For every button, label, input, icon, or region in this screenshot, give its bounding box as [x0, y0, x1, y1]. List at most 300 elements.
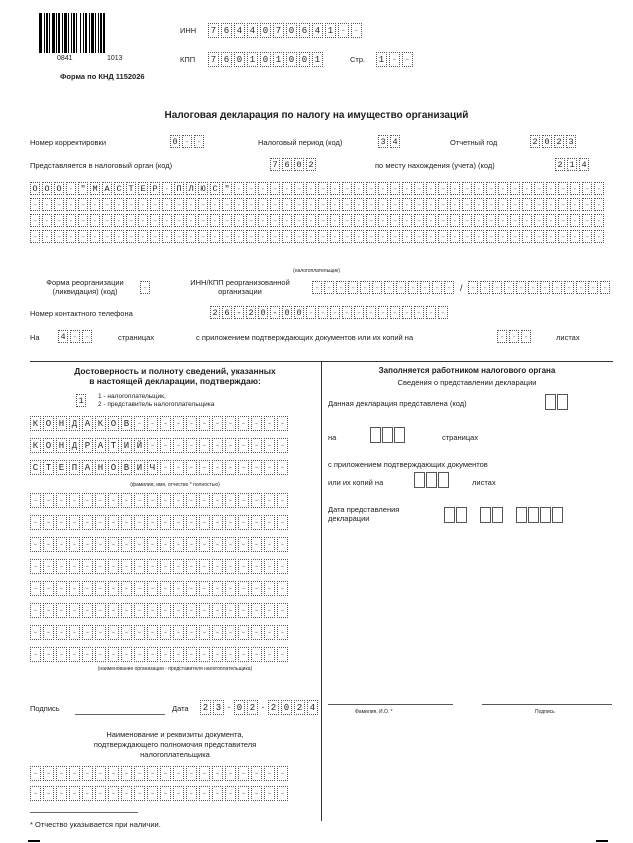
- char-cell[interactable]: 4: [312, 23, 323, 38]
- char-cell[interactable]: -: [414, 198, 424, 211]
- char-cell[interactable]: -: [402, 306, 412, 319]
- char-cell[interactable]: -: [78, 198, 88, 211]
- char-cell[interactable]: -: [390, 182, 400, 195]
- char-cell[interactable]: -: [147, 515, 158, 530]
- char-cell[interactable]: -: [582, 198, 592, 211]
- char-cell[interactable]: Т: [43, 460, 54, 475]
- char-cell[interactable]: -: [186, 647, 197, 662]
- char-cell[interactable]: -: [126, 198, 136, 211]
- char-cell[interactable]: -: [95, 603, 106, 618]
- char-cell[interactable]: -: [414, 182, 424, 195]
- char-cell[interactable]: -: [212, 647, 223, 662]
- char-cell[interactable]: -: [199, 625, 210, 640]
- char-cell[interactable]: [382, 427, 393, 443]
- char-cell[interactable]: -: [420, 281, 430, 294]
- char-cell[interactable]: -: [95, 537, 106, 552]
- char-cell[interactable]: -: [366, 306, 376, 319]
- char-cell[interactable]: -: [82, 766, 93, 781]
- char-cell[interactable]: -: [402, 52, 413, 67]
- char-cell[interactable]: [540, 507, 551, 523]
- char-cell[interactable]: -: [30, 493, 41, 508]
- char-cell[interactable]: -: [338, 23, 349, 38]
- char-cell[interactable]: -: [126, 214, 136, 227]
- char-cell[interactable]: -: [199, 647, 210, 662]
- char-cell[interactable]: -: [173, 559, 184, 574]
- char-cell[interactable]: -: [173, 416, 184, 431]
- char-cell[interactable]: Р: [82, 438, 93, 453]
- char-cell[interactable]: -: [294, 214, 304, 227]
- char-cell[interactable]: 2: [200, 700, 211, 715]
- char-cell[interactable]: -: [121, 766, 132, 781]
- right-date-year[interactable]: [516, 507, 564, 523]
- char-cell[interactable]: -: [30, 766, 41, 781]
- char-cell[interactable]: -: [238, 766, 249, 781]
- grid-row[interactable]: [30, 515, 290, 530]
- char-cell[interactable]: -: [134, 786, 145, 801]
- char-cell[interactable]: 0: [281, 700, 292, 715]
- grid-row[interactable]: [30, 537, 290, 552]
- char-cell[interactable]: -: [348, 281, 358, 294]
- char-cell[interactable]: А: [95, 438, 106, 453]
- char-cell[interactable]: -: [78, 230, 88, 243]
- char-cell[interactable]: -: [378, 214, 388, 227]
- char-cell[interactable]: -: [366, 182, 376, 195]
- grid-row[interactable]: [30, 214, 606, 227]
- char-cell[interactable]: -: [558, 182, 568, 195]
- char-cell[interactable]: -: [277, 515, 288, 530]
- char-cell[interactable]: -: [238, 603, 249, 618]
- char-cell[interactable]: 2: [246, 306, 256, 319]
- char-cell[interactable]: -: [186, 559, 197, 574]
- char-cell[interactable]: -: [264, 515, 275, 530]
- name-field[interactable]: [30, 438, 290, 453]
- char-cell[interactable]: -: [474, 198, 484, 211]
- char-cell[interactable]: -: [306, 230, 316, 243]
- char-cell[interactable]: -: [54, 214, 64, 227]
- char-cell[interactable]: -: [69, 786, 80, 801]
- char-cell[interactable]: -: [173, 786, 184, 801]
- char-cell[interactable]: ": [78, 182, 88, 195]
- char-cell[interactable]: -: [212, 460, 223, 475]
- char-cell[interactable]: -: [56, 581, 67, 596]
- grid-row[interactable]: [30, 559, 290, 574]
- char-cell[interactable]: -: [238, 559, 249, 574]
- char-cell[interactable]: -: [582, 182, 592, 195]
- char-cell[interactable]: -: [330, 182, 340, 195]
- char-cell[interactable]: -: [246, 214, 256, 227]
- char-cell[interactable]: -: [56, 493, 67, 508]
- char-cell[interactable]: -: [390, 214, 400, 227]
- char-cell[interactable]: -: [354, 230, 364, 243]
- char-cell[interactable]: -: [30, 581, 41, 596]
- char-cell[interactable]: -: [186, 438, 197, 453]
- char-cell[interactable]: -: [426, 198, 436, 211]
- char-cell[interactable]: -: [426, 214, 436, 227]
- char-cell[interactable]: -: [450, 230, 460, 243]
- char-cell[interactable]: -: [330, 214, 340, 227]
- char-cell[interactable]: 3: [213, 700, 224, 715]
- char-cell[interactable]: -: [134, 603, 145, 618]
- char-cell[interactable]: О: [108, 416, 119, 431]
- char-cell[interactable]: -: [150, 230, 160, 243]
- char-cell[interactable]: О: [108, 460, 119, 475]
- char-cell[interactable]: 2: [530, 135, 540, 148]
- char-cell[interactable]: -: [162, 182, 172, 195]
- char-cell[interactable]: -: [186, 230, 196, 243]
- char-cell[interactable]: -: [258, 182, 268, 195]
- char-cell[interactable]: -: [212, 786, 223, 801]
- char-cell[interactable]: [438, 472, 449, 488]
- char-cell[interactable]: [414, 472, 425, 488]
- char-cell[interactable]: 1: [567, 158, 577, 171]
- char-cell[interactable]: 1: [312, 52, 323, 67]
- char-cell[interactable]: -: [162, 214, 172, 227]
- char-cell[interactable]: -: [173, 438, 184, 453]
- reorg-kpp-field[interactable]: [468, 281, 612, 294]
- char-cell[interactable]: -: [354, 306, 364, 319]
- char-cell[interactable]: -: [43, 786, 54, 801]
- char-cell[interactable]: -: [225, 559, 236, 574]
- char-cell[interactable]: Р: [150, 182, 160, 195]
- char-cell[interactable]: -: [450, 198, 460, 211]
- char-cell[interactable]: -: [277, 460, 288, 475]
- char-cell[interactable]: -: [90, 230, 100, 243]
- char-cell[interactable]: -: [234, 230, 244, 243]
- char-cell[interactable]: -: [238, 515, 249, 530]
- char-cell[interactable]: -: [212, 766, 223, 781]
- char-cell[interactable]: -: [69, 559, 80, 574]
- char-cell[interactable]: -: [251, 603, 262, 618]
- char-cell[interactable]: -: [147, 625, 158, 640]
- officer-fio-line[interactable]: [328, 704, 453, 705]
- char-cell[interactable]: -: [212, 493, 223, 508]
- char-cell[interactable]: -: [199, 559, 210, 574]
- char-cell[interactable]: -: [173, 460, 184, 475]
- date-field[interactable]: [200, 700, 320, 715]
- char-cell[interactable]: -: [238, 493, 249, 508]
- char-cell[interactable]: -: [251, 537, 262, 552]
- char-cell[interactable]: -: [277, 438, 288, 453]
- char-cell[interactable]: -: [43, 537, 54, 552]
- char-cell[interactable]: -: [160, 460, 171, 475]
- char-cell[interactable]: -: [414, 214, 424, 227]
- char-cell[interactable]: -: [102, 230, 112, 243]
- char-cell[interactable]: -: [270, 214, 280, 227]
- char-cell[interactable]: -: [238, 625, 249, 640]
- char-cell[interactable]: -: [30, 603, 41, 618]
- char-cell[interactable]: А: [82, 416, 93, 431]
- char-cell[interactable]: -: [114, 230, 124, 243]
- char-cell[interactable]: -: [360, 281, 370, 294]
- char-cell[interactable]: 6: [222, 306, 232, 319]
- char-cell[interactable]: -: [108, 537, 119, 552]
- presented-code-field[interactable]: [545, 394, 569, 410]
- char-cell[interactable]: -: [486, 230, 496, 243]
- char-cell[interactable]: -: [270, 182, 280, 195]
- char-cell[interactable]: Е: [56, 460, 67, 475]
- char-cell[interactable]: -: [264, 647, 275, 662]
- page-field[interactable]: [376, 52, 415, 67]
- char-cell[interactable]: -: [212, 416, 223, 431]
- char-cell[interactable]: О: [30, 182, 40, 195]
- char-cell[interactable]: 0: [234, 52, 245, 67]
- char-cell[interactable]: -: [238, 581, 249, 596]
- char-cell[interactable]: -: [234, 306, 244, 319]
- char-cell[interactable]: Н: [56, 416, 67, 431]
- char-cell[interactable]: -: [212, 603, 223, 618]
- char-cell[interactable]: -: [546, 182, 556, 195]
- reorg-form-field[interactable]: [140, 281, 152, 294]
- char-cell[interactable]: -: [82, 581, 93, 596]
- char-cell[interactable]: 0: [542, 135, 552, 148]
- char-cell[interactable]: -: [69, 515, 80, 530]
- char-cell[interactable]: -: [251, 647, 262, 662]
- char-cell[interactable]: -: [402, 198, 412, 211]
- char-cell[interactable]: -: [238, 460, 249, 475]
- char-cell[interactable]: Ю: [198, 182, 208, 195]
- char-cell[interactable]: 0: [286, 23, 297, 38]
- char-cell[interactable]: -: [134, 559, 145, 574]
- char-cell[interactable]: -: [134, 766, 145, 781]
- right-pages-field[interactable]: [370, 427, 406, 443]
- char-cell[interactable]: -: [225, 581, 236, 596]
- char-cell[interactable]: -: [134, 515, 145, 530]
- char-cell[interactable]: -: [95, 515, 106, 530]
- char-cell[interactable]: -: [330, 306, 340, 319]
- char-cell[interactable]: -: [426, 182, 436, 195]
- char-cell[interactable]: -: [378, 230, 388, 243]
- char-cell[interactable]: 4: [579, 158, 589, 171]
- char-cell[interactable]: -: [318, 182, 328, 195]
- char-cell[interactable]: -: [210, 198, 220, 211]
- char-cell[interactable]: Н: [95, 460, 106, 475]
- char-cell[interactable]: -: [160, 647, 171, 662]
- char-cell[interactable]: -: [150, 214, 160, 227]
- char-cell[interactable]: -: [251, 786, 262, 801]
- char-cell[interactable]: -: [522, 214, 532, 227]
- char-cell[interactable]: ": [222, 182, 232, 195]
- char-cell[interactable]: -: [121, 515, 132, 530]
- char-cell[interactable]: -: [199, 460, 210, 475]
- char-cell[interactable]: -: [258, 214, 268, 227]
- char-cell[interactable]: -: [306, 182, 316, 195]
- char-cell[interactable]: -: [564, 281, 574, 294]
- char-cell[interactable]: -: [212, 438, 223, 453]
- char-cell[interactable]: -: [438, 306, 448, 319]
- char-cell[interactable]: -: [238, 647, 249, 662]
- char-cell[interactable]: -: [182, 135, 192, 148]
- char-cell[interactable]: -: [147, 581, 158, 596]
- char-cell[interactable]: -: [43, 647, 54, 662]
- char-cell[interactable]: -: [160, 515, 171, 530]
- char-cell[interactable]: -: [390, 306, 400, 319]
- char-cell[interactable]: -: [318, 198, 328, 211]
- char-cell[interactable]: -: [277, 603, 288, 618]
- char-cell[interactable]: -: [42, 198, 52, 211]
- char-cell[interactable]: -: [82, 603, 93, 618]
- char-cell[interactable]: -: [238, 416, 249, 431]
- char-cell[interactable]: -: [56, 559, 67, 574]
- char-cell[interactable]: 6: [221, 52, 232, 67]
- char-cell[interactable]: -: [294, 198, 304, 211]
- char-cell[interactable]: К: [30, 416, 41, 431]
- char-cell[interactable]: -: [510, 182, 520, 195]
- char-cell[interactable]: -: [82, 493, 93, 508]
- char-cell[interactable]: -: [69, 537, 80, 552]
- char-cell[interactable]: -: [160, 603, 171, 618]
- char-cell[interactable]: -: [198, 214, 208, 227]
- char-cell[interactable]: -: [108, 493, 119, 508]
- grid-row[interactable]: [30, 581, 290, 596]
- char-cell[interactable]: -: [69, 766, 80, 781]
- char-cell[interactable]: Н: [56, 438, 67, 453]
- char-cell[interactable]: -: [225, 786, 236, 801]
- char-cell[interactable]: -: [342, 182, 352, 195]
- char-cell[interactable]: -: [234, 182, 244, 195]
- char-cell[interactable]: -: [95, 786, 106, 801]
- char-cell[interactable]: -: [251, 625, 262, 640]
- char-cell[interactable]: М: [90, 182, 100, 195]
- surname-field[interactable]: [30, 416, 290, 431]
- char-cell[interactable]: -: [199, 537, 210, 552]
- char-cell[interactable]: [528, 507, 539, 523]
- char-cell[interactable]: -: [546, 198, 556, 211]
- char-cell[interactable]: 4: [247, 23, 258, 38]
- char-cell[interactable]: -: [354, 182, 364, 195]
- char-cell[interactable]: -: [43, 581, 54, 596]
- char-cell[interactable]: К: [95, 416, 106, 431]
- char-cell[interactable]: -: [30, 647, 41, 662]
- char-cell[interactable]: -: [162, 230, 172, 243]
- char-cell[interactable]: О: [54, 182, 64, 195]
- char-cell[interactable]: -: [450, 214, 460, 227]
- char-cell[interactable]: О: [43, 416, 54, 431]
- char-cell[interactable]: -: [43, 493, 54, 508]
- char-cell[interactable]: -: [147, 537, 158, 552]
- char-cell[interactable]: -: [225, 625, 236, 640]
- char-cell[interactable]: -: [498, 182, 508, 195]
- char-cell[interactable]: -: [594, 230, 604, 243]
- char-cell[interactable]: -: [312, 281, 322, 294]
- char-cell[interactable]: -: [138, 230, 148, 243]
- char-cell[interactable]: -: [414, 230, 424, 243]
- char-cell[interactable]: 0: [170, 135, 180, 148]
- char-cell[interactable]: -: [521, 330, 531, 343]
- char-cell[interactable]: -: [251, 559, 262, 574]
- char-cell[interactable]: -: [69, 603, 80, 618]
- char-cell[interactable]: -: [342, 306, 352, 319]
- char-cell[interactable]: С: [114, 182, 124, 195]
- char-cell[interactable]: -: [264, 766, 275, 781]
- char-cell[interactable]: -: [238, 438, 249, 453]
- char-cell[interactable]: -: [108, 581, 119, 596]
- char-cell[interactable]: -: [558, 230, 568, 243]
- char-cell[interactable]: -: [138, 198, 148, 211]
- char-cell[interactable]: -: [438, 198, 448, 211]
- grid-row[interactable]: [30, 493, 290, 508]
- char-cell[interactable]: -: [225, 515, 236, 530]
- char-cell[interactable]: -: [173, 766, 184, 781]
- organ-field[interactable]: [270, 158, 318, 171]
- char-cell[interactable]: -: [212, 515, 223, 530]
- char-cell[interactable]: -: [354, 198, 364, 211]
- char-cell[interactable]: 7: [270, 158, 280, 171]
- char-cell[interactable]: -: [108, 515, 119, 530]
- char-cell[interactable]: -: [264, 786, 275, 801]
- char-cell[interactable]: -: [234, 198, 244, 211]
- char-cell[interactable]: -: [504, 281, 514, 294]
- char-cell[interactable]: -: [173, 581, 184, 596]
- char-cell[interactable]: -: [210, 214, 220, 227]
- char-cell[interactable]: 0: [294, 158, 304, 171]
- char-cell[interactable]: -: [522, 198, 532, 211]
- char-cell[interactable]: -: [222, 198, 232, 211]
- char-cell[interactable]: -: [147, 647, 158, 662]
- char-cell[interactable]: -: [534, 214, 544, 227]
- char-cell[interactable]: 0: [294, 306, 304, 319]
- char-cell[interactable]: -: [474, 230, 484, 243]
- char-cell[interactable]: -: [318, 230, 328, 243]
- char-cell[interactable]: -: [238, 786, 249, 801]
- place-field[interactable]: [555, 158, 591, 171]
- char-cell[interactable]: 7: [208, 52, 219, 67]
- char-cell[interactable]: -: [66, 182, 76, 195]
- char-cell[interactable]: 4: [234, 23, 245, 38]
- char-cell[interactable]: -: [294, 230, 304, 243]
- char-cell[interactable]: -: [306, 214, 316, 227]
- char-cell[interactable]: -: [225, 603, 236, 618]
- char-cell[interactable]: -: [238, 537, 249, 552]
- char-cell[interactable]: -: [246, 230, 256, 243]
- signer-type-field[interactable]: [76, 394, 88, 407]
- char-cell[interactable]: -: [277, 537, 288, 552]
- char-cell[interactable]: 2: [247, 700, 258, 715]
- patronymic-field[interactable]: [30, 460, 290, 475]
- char-cell[interactable]: -: [174, 230, 184, 243]
- char-cell[interactable]: 1: [247, 52, 258, 67]
- char-cell[interactable]: -: [510, 230, 520, 243]
- year-field[interactable]: [530, 135, 578, 148]
- char-cell[interactable]: -: [378, 198, 388, 211]
- char-cell[interactable]: -: [134, 493, 145, 508]
- char-cell[interactable]: 4: [58, 330, 68, 343]
- right-sheets-field[interactable]: [414, 472, 450, 488]
- char-cell[interactable]: -: [486, 214, 496, 227]
- char-cell[interactable]: -: [82, 515, 93, 530]
- char-cell[interactable]: -: [510, 198, 520, 211]
- char-cell[interactable]: -: [270, 198, 280, 211]
- char-cell[interactable]: -: [121, 625, 132, 640]
- char-cell[interactable]: -: [95, 625, 106, 640]
- char-cell[interactable]: -: [558, 214, 568, 227]
- char-cell[interactable]: -: [528, 281, 538, 294]
- char-cell[interactable]: -: [56, 603, 67, 618]
- char-cell[interactable]: -: [108, 786, 119, 801]
- char-cell[interactable]: С: [210, 182, 220, 195]
- char-cell[interactable]: -: [108, 559, 119, 574]
- char-cell[interactable]: -: [69, 647, 80, 662]
- char-cell[interactable]: -: [43, 766, 54, 781]
- char-cell[interactable]: -: [186, 460, 197, 475]
- grid-row[interactable]: [30, 766, 290, 781]
- char-cell[interactable]: -: [199, 766, 210, 781]
- char-cell[interactable]: -: [474, 182, 484, 195]
- char-cell[interactable]: -: [212, 581, 223, 596]
- char-cell[interactable]: -: [108, 647, 119, 662]
- char-cell[interactable]: -: [56, 625, 67, 640]
- char-cell[interactable]: -: [390, 230, 400, 243]
- char-cell[interactable]: -: [212, 625, 223, 640]
